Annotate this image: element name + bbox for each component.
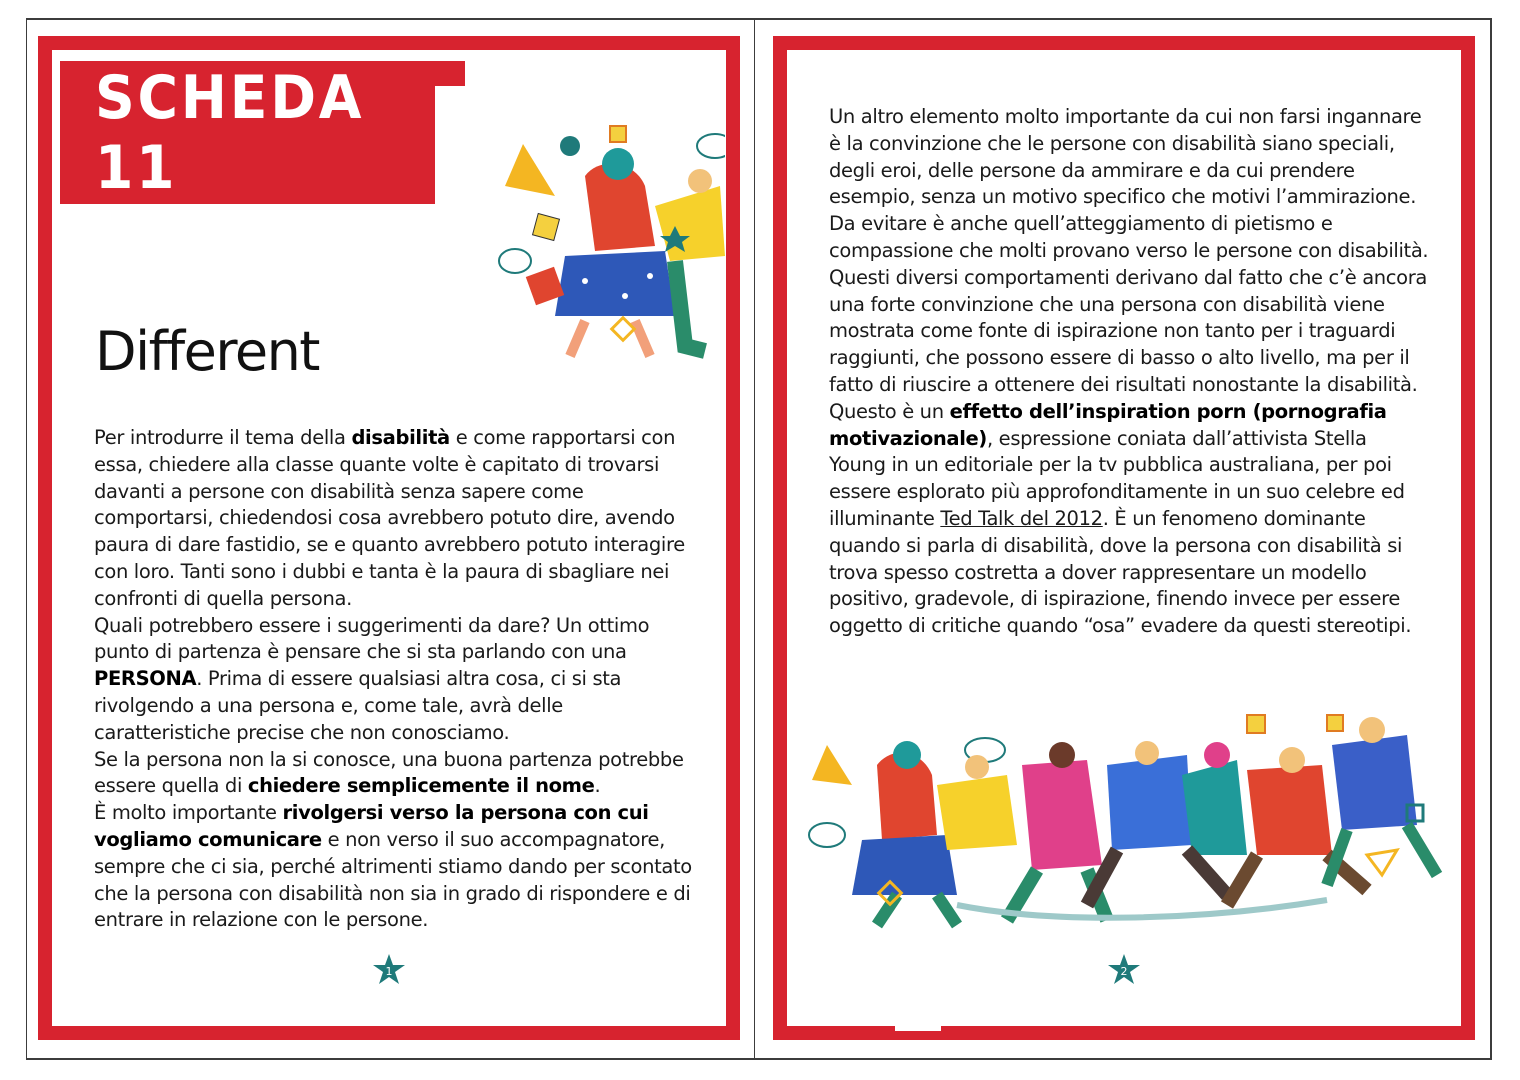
page-left bbox=[38, 36, 740, 1040]
left-spine bbox=[26, 18, 27, 1060]
page-number-badge bbox=[1104, 950, 1144, 990]
page2-body bbox=[829, 104, 1429, 640]
page1-body bbox=[94, 425, 694, 934]
paragraph: Se la persona non la si conosce, una buona partenza potrebbe essere quella di chiedere semplicemente il nome. bbox=[94, 747, 684, 798]
center-spine bbox=[754, 18, 755, 1060]
crowd-illustration-icon bbox=[807, 705, 1455, 945]
students-illustration-icon bbox=[435, 86, 725, 361]
ted-talk-link[interactable]: Ted Talk del 2012 bbox=[940, 506, 1103, 530]
right-spine bbox=[1490, 18, 1492, 1060]
paragraph: Un altro elemento molto importante da cui non farsi ingannare è la convinzione che le persone con disabilità siano speciali, degli eroi, delle persone da ammirare e da cui prendere esempio, senza un motivo specifico che motivi l’ammirazione. bbox=[829, 105, 1422, 209]
paragraph: Per introdurre il tema della disabilità e come rapportarsi con essa, chiedere alla classe quante volte è capitato di trovarsi davanti a persone con disabilità senza sapere come comportarsi, chiedendosi cosa avrebbero potuto dire, avendo paura di dare fastidio, se e quanto avrebbero potuto interagire con loro. Tanti sono i dubbi e tanta è la paura di sbagliare nei confronti di quella persona. bbox=[94, 426, 685, 610]
page-title: Different bbox=[95, 320, 319, 383]
star-icon bbox=[1104, 950, 1144, 990]
paragraph: È molto importante rivolgersi verso la persona con cui vogliamo comunicare e non verso il suo accompagnatore, sempre che ci sia, perché altrimenti stiamo dando per scontato che la persona con disabilità non sia in grado di rispondere e di entrare in relazione con le persone. bbox=[94, 801, 692, 932]
paragraph: Quali potrebbero essere i suggerimenti da dare? Un ottimo punto di partenza è pensare che si sta parlando con una PERSONA. Prima di essere qualsiasi altra cosa, ci si sta rivolgendo a una persona e, come tale, avrà delle caratteristiche precise che non conosciamo. bbox=[94, 613, 650, 744]
page-number: 1 bbox=[385, 965, 393, 978]
border-gap bbox=[895, 1026, 941, 1031]
paragraph: Da evitare è anche quell’atteggiamento di pietismo e compassione che molti provano verso le persone con disabilità. Questi diversi comportamenti derivano dal fatto che c’è ancora una forte convinzione che una persona con disabilità viene mostrata come fonte di ispirazione non tanto per i traguardi raggiunti, che possono essere di basso o alto livello, ma per il fatto di riuscire a ottenere dei risultati nonostante la disabilità. Questo è un effetto dell’inspiration porn (pornografia motivazionale), espressione coniata dall’attivista Stella Young in un editoriale per la tv pubblica australiana, per poi essere esplorato più approfonditamente in un suo celebre ed illuminante Ted Talk del 2012. È un fenomeno dominante quando si parla di disabilità, dove la persona con disabilità si trova spesso costretta a dover rappresentare un modello positivo, gradevole, di ispirazione, finendo invece per essere oggetto di critiche quando “osa” evadere da questi stereotipi. bbox=[829, 212, 1429, 638]
page-number-badge bbox=[369, 950, 409, 990]
top-rule bbox=[26, 18, 1492, 20]
star-icon bbox=[369, 950, 409, 990]
page-right bbox=[773, 36, 1475, 1040]
bottom-rule bbox=[26, 1058, 1492, 1060]
scheda-label: SCHEDA 11 bbox=[95, 62, 365, 203]
page-number: 2 bbox=[1120, 965, 1128, 978]
scheda-badge bbox=[60, 61, 465, 204]
